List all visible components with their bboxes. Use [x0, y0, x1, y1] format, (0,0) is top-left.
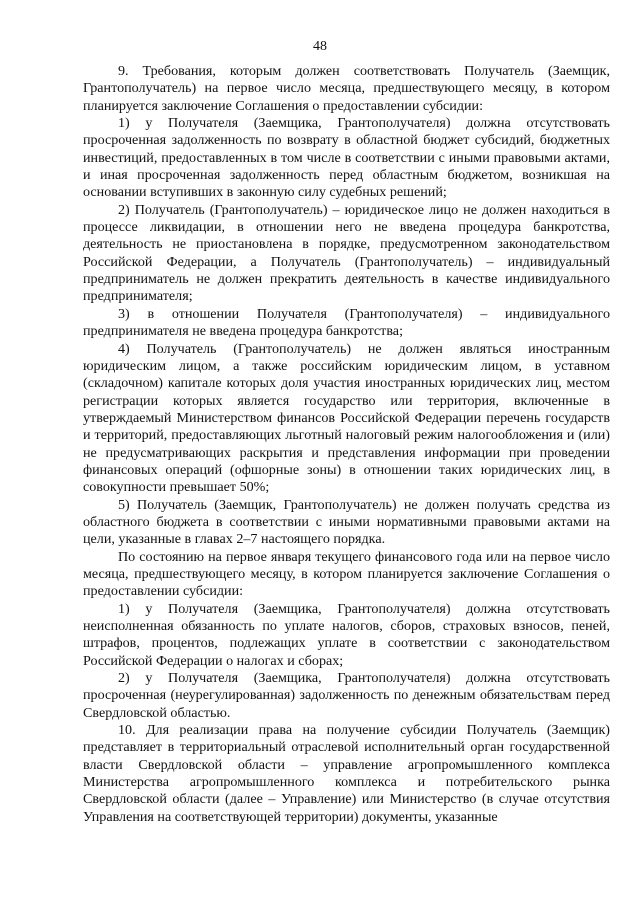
paragraph-10-documents: 10. Для реализации права на получение субсидии Получатель (Заемщик) представляет в территориальный отраслевой исполнительный орган государственной власти Свердловской области – управление агропромышленного комплекса Министерства агропромышленного комплекса и потребительского рынка Свердловской области (далее – Управление) или Министерство (в случае отсутствия Управления на соответствующей территории) документы, указанные: [83, 722, 610, 825]
page-number: 48: [313, 39, 327, 54]
list-item: 1) у Получателя (Заемщика, Грантополучателя) должна отсутствовать просроченная задолженность по возврату в областной бюджет субсидий, бюджетных инвестиций, предоставленных в том числе в соответствии с иными правовыми актами, и иная просроченная задолженность перед областным бюджетом, возникшая на основании вступивших в законную силу судебных решений;: [83, 115, 610, 201]
list-item: 1) у Получателя (Заемщика, Грантополучателя) должна отсутствовать неисполненная обязанность по уплате налогов, сборов, страховых взносов, пеней, штрафов, процентов, подлежащих уплате в соответствии с законодательством Российской Федерации о налогах и сборах;: [83, 600, 610, 669]
paragraph-status-date: По состоянию на первое января текущего финансового года или на первое число месяца, предшествующего месяцу, в котором планируется заключение Соглашения о предоставлении субсидии:: [83, 548, 610, 600]
list-item: 3) в отношении Получателя (Грантополучателя) – индивидуального предпринимателя не введена процедура банкротства;: [83, 305, 610, 340]
paragraph-9-requirements: 9. Требования, которым должен соответствовать Получатель (Заемщик, Грантополучатель) на первое число месяца, предшествующего месяцу, в котором планируется заключение Соглашения о предоставлении субсидии:: [83, 63, 610, 114]
list-item: 2) у Получателя (Заемщика, Грантополучателя) должна отсутствовать просроченная (неурегулированная) задолженность по денежным обязательствам перед Свердловской областью.: [83, 670, 610, 721]
list-item: 2) Получатель (Грантополучатель) – юридическое лицо не должен находиться в процессе ликвидации, в отношении него не введена процедура банкротства, деятельность не приостановлена в порядке, предусмотренном законодательством Российской Федерации, а Получатель (Грантополучатель) – индивидуальный предприниматель не должен прекратить деятельность в качестве индивидуального предпринимателя;: [83, 201, 610, 305]
list-item: 4) Получатель (Грантополучатель) не должен являться иностранным юридическим лицом, а также российским юридическим лицом, в уставном (складочном) капитале которых доля участия иностранных юридических лиц, местом регистрации которых является государство или территория, включенные в утверждаемый Министерством финансов Российской Федерации перечень государств и территорий, предоставляющих льготный налоговый режим налогообложения и (или) не предусматривающих раскрытия и представления информации при проведении финансовых операций (офшорные зоны) в отношении таких юридических лиц, в совокупности превышает 50%;: [83, 340, 610, 496]
list-item: 5) Получатель (Заемщик, Грантополучатель) не должен получать средства из областного бюджета в соответствии с иными нормативными правовыми актами на цели, указанные в главах 2–7 настоящего порядка.: [83, 496, 610, 548]
document-body: [83, 63, 610, 826]
